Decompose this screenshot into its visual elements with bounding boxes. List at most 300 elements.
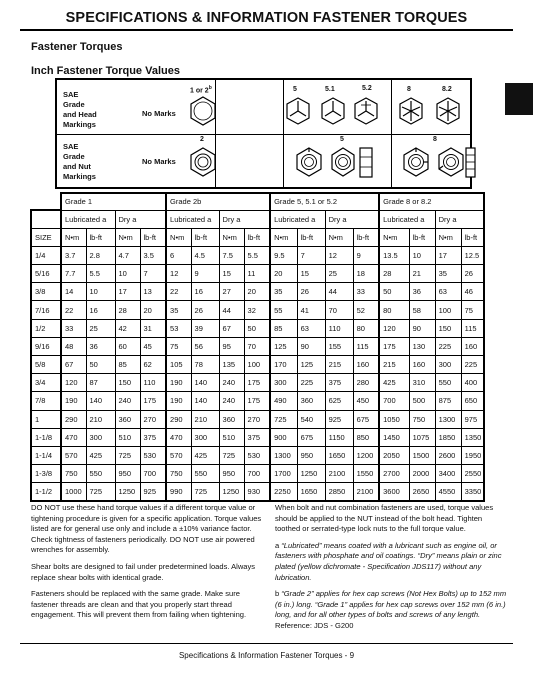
torque-value-cell: 175 xyxy=(140,392,166,410)
torque-value-cell: 470 xyxy=(166,428,191,446)
torque-value-cell: 16 xyxy=(86,301,115,319)
blank-cell xyxy=(31,210,61,228)
torque-value-cell: 50 xyxy=(244,319,270,337)
torque-table-body xyxy=(31,246,484,501)
note-paragraph: Fasteners should be replaced with the same grade. Make sure fastener threads are clean and that you properly start thread engagement. This will prevent them from failing when tightening. xyxy=(31,589,247,620)
torque-value-cell: 58 xyxy=(409,301,435,319)
torque-value-cell: 150 xyxy=(435,319,461,337)
torque-value-cell: 27 xyxy=(219,283,244,301)
label-line: SAE xyxy=(63,142,79,151)
torque-value-cell: 375 xyxy=(325,374,353,392)
torque-value-cell: 925 xyxy=(325,410,353,428)
torque-value-cell: 160 xyxy=(409,356,435,374)
torque-value-cell: 550 xyxy=(191,465,219,483)
torque-value-cell: 675 xyxy=(353,410,379,428)
size-cell: 1/2 xyxy=(31,319,61,337)
torque-value-cell: 360 xyxy=(297,392,325,410)
torque-value-cell: 530 xyxy=(140,446,166,464)
torque-value-cell: 3400 xyxy=(435,465,461,483)
torque-value-cell: 115 xyxy=(353,337,379,355)
torque-value-cell: 3.5 xyxy=(140,246,166,264)
torque-value-cell: 290 xyxy=(61,410,86,428)
torque-value-cell: 750 xyxy=(166,465,191,483)
torque-value-cell: 2850 xyxy=(325,483,353,501)
torque-value-cell: 110 xyxy=(140,374,166,392)
grade-header: Grade 2b xyxy=(166,193,270,210)
grade-header: Grade 1 xyxy=(61,193,166,210)
torque-value-cell: 725 xyxy=(191,483,219,501)
torque-value-cell: 225 xyxy=(435,337,461,355)
footer-rule xyxy=(20,643,513,644)
size-cell: 1/4 xyxy=(31,246,61,264)
note-paragraph: When bolt and nut combination fasteners are used, torque values should be applied to the NUT instead of the bolt head. Tighten toothed or serrated-type lock nuts to the full torque value. xyxy=(275,503,494,534)
table-row xyxy=(31,374,484,392)
table-row xyxy=(31,356,484,374)
torque-value-cell: 1650 xyxy=(325,446,353,464)
torque-value-cell: 70 xyxy=(244,337,270,355)
torque-value-cell: 36 xyxy=(86,337,115,355)
hex-nut-grade-8-icon xyxy=(402,147,430,177)
torque-value-cell: 725 xyxy=(219,446,244,464)
torque-value-cell: 1500 xyxy=(409,446,435,464)
torque-value-cell: 7.5 xyxy=(219,246,244,264)
nut-grade-8-label: 8 xyxy=(433,136,437,143)
torque-value-cell: 1250 xyxy=(219,483,244,501)
torque-value-cell: 110 xyxy=(325,319,353,337)
table-row xyxy=(31,483,484,501)
torque-value-cell: 20 xyxy=(244,283,270,301)
torque-value-cell: 35 xyxy=(435,265,461,283)
lubricated-header: Lubricated a xyxy=(379,210,435,228)
torque-value-cell: 11 xyxy=(244,265,270,283)
no-marks-text: No Marks xyxy=(142,157,176,166)
torque-value-cell: 2700 xyxy=(379,465,409,483)
torque-value-cell: 190 xyxy=(166,392,191,410)
note-paragraph: Shear bolts are designed to fail under predetermined loads. Always replace shear bolts with identical grade. xyxy=(31,561,256,582)
nut-grade-2-label: 2 xyxy=(200,136,204,143)
torque-value-cell: 31 xyxy=(140,319,166,337)
torque-value-cell: 12 xyxy=(325,246,353,264)
torque-value-cell: 2250 xyxy=(270,483,297,501)
hex-head-grade-8-icon xyxy=(398,97,424,125)
unit-nm: N•m xyxy=(219,228,244,246)
dry-header: Dry a xyxy=(115,210,166,228)
torque-value-cell: 290 xyxy=(166,410,191,428)
torque-value-cell: 150 xyxy=(115,374,140,392)
hex-nut-grade-5-icon xyxy=(295,147,323,177)
size-header: SIZE xyxy=(31,228,61,246)
hex-nut-grade-8-alt-icon xyxy=(437,147,465,177)
hex-head-grade-5-icon xyxy=(285,97,311,125)
nut-side-view-grade-8-icon xyxy=(465,147,477,179)
torque-value-cell: 675 xyxy=(297,428,325,446)
size-cell: 1-1/2 xyxy=(31,483,61,501)
nut-markings-label xyxy=(63,142,96,182)
torque-value-cell: 130 xyxy=(409,337,435,355)
torque-value-cell: 360 xyxy=(115,410,140,428)
torque-value-cell: 1250 xyxy=(115,483,140,501)
torque-value-cell: 4550 xyxy=(435,483,461,501)
torque-value-cell: 22 xyxy=(61,301,86,319)
torque-value-cell: 7 xyxy=(297,246,325,264)
unit-lbft: lb-ft xyxy=(244,228,270,246)
torque-value-cell: 925 xyxy=(140,483,166,501)
torque-value-cell: 67 xyxy=(219,319,244,337)
lubricated-header: Lubricated a xyxy=(166,210,219,228)
torque-value-cell: 425 xyxy=(191,446,219,464)
table-row xyxy=(31,265,484,283)
size-cell: 5/8 xyxy=(31,356,61,374)
torque-value-cell: 10 xyxy=(115,265,140,283)
section-title: Fastener Torques xyxy=(31,41,123,53)
table-row xyxy=(31,392,484,410)
torque-value-cell: 450 xyxy=(353,392,379,410)
torque-value-cell: 115 xyxy=(461,319,484,337)
torque-value-cell: 400 xyxy=(461,374,484,392)
torque-value-cell: 50 xyxy=(86,356,115,374)
torque-value-cell: 41 xyxy=(297,301,325,319)
hex-head-grade-8-2-icon xyxy=(435,97,461,125)
torque-value-cell: 500 xyxy=(409,392,435,410)
grade-5-1-label: 5.1 xyxy=(325,86,335,93)
torque-value-cell: 1150 xyxy=(325,428,353,446)
table-row xyxy=(31,465,484,483)
table-row xyxy=(31,283,484,301)
torque-value-cell: 1350 xyxy=(461,428,484,446)
torque-value-cell: 700 xyxy=(244,465,270,483)
torque-value-cell: 55 xyxy=(270,301,297,319)
size-cell: 9/16 xyxy=(31,337,61,355)
torque-value-cell: 750 xyxy=(409,410,435,428)
size-cell: 1-1/8 xyxy=(31,428,61,446)
lubricated-header: Lubricated a xyxy=(61,210,115,228)
torque-value-cell: 105 xyxy=(166,356,191,374)
torque-value-cell: 725 xyxy=(86,483,115,501)
torque-value-cell: 625 xyxy=(325,392,353,410)
grade-1-or-2-label xyxy=(190,85,212,94)
notes-left-column xyxy=(31,503,268,627)
torque-value-cell: 140 xyxy=(86,392,115,410)
torque-value-cell: 270 xyxy=(140,410,166,428)
grade-header: Grade 8 or 8.2 xyxy=(379,193,484,210)
note-paragraph: DO NOT use these hand torque values if a different torque value or tightening procedure is given for a specific application. Torque values listed are for general use only and include a ±10% variance factor. Check tightness of fasteners periodically. DO NOT use air powered wrenches for assembly. xyxy=(31,503,262,555)
units-header-row xyxy=(31,228,484,246)
torque-value-cell: 2000 xyxy=(409,465,435,483)
torque-value-cell: 3600 xyxy=(379,483,409,501)
torque-value-cell: 900 xyxy=(270,428,297,446)
table-row xyxy=(31,246,484,264)
torque-value-cell: 225 xyxy=(461,356,484,374)
head-markings-row xyxy=(57,80,470,135)
table-row xyxy=(31,319,484,337)
torque-value-cell: 20 xyxy=(270,265,297,283)
torque-value-cell: 20 xyxy=(140,301,166,319)
torque-value-cell: 215 xyxy=(325,356,353,374)
unit-lbft: lb-ft xyxy=(353,228,379,246)
table-row xyxy=(31,428,484,446)
grade-5-2-label: 5.2 xyxy=(362,85,372,92)
page-footer: Specifications & Information Fastener Torques - 9 xyxy=(178,651,355,660)
torque-value-cell: 1000 xyxy=(61,483,86,501)
torque-value-cell: 210 xyxy=(191,410,219,428)
torque-value-cell: 360 xyxy=(219,410,244,428)
label-line: SAE xyxy=(63,90,79,99)
torque-value-cell: 53 xyxy=(166,319,191,337)
torque-value-cell: 5.5 xyxy=(244,246,270,264)
torque-value-cell: 750 xyxy=(61,465,86,483)
table-row xyxy=(31,337,484,355)
torque-value-cell: 75 xyxy=(461,301,484,319)
unit-nm: N•m xyxy=(61,228,86,246)
lubricated-header: Lubricated a xyxy=(270,210,325,228)
torque-value-cell: 570 xyxy=(61,446,86,464)
unit-nm: N•m xyxy=(325,228,353,246)
torque-value-cell: 470 xyxy=(61,428,86,446)
torque-value-cell: 33 xyxy=(353,283,379,301)
side-thumb-tab xyxy=(505,83,533,115)
torque-value-cell: 300 xyxy=(435,356,461,374)
torque-value-cell: 14 xyxy=(61,283,86,301)
unit-lbft: lb-ft xyxy=(409,228,435,246)
label-line: Markings xyxy=(63,120,96,129)
dry-header: Dry a xyxy=(219,210,270,228)
torque-value-cell: 70 xyxy=(325,301,353,319)
torque-value-cell: 52 xyxy=(353,301,379,319)
torque-value-cell: 28 xyxy=(115,301,140,319)
torque-value-cell: 62 xyxy=(140,356,166,374)
torque-value-cell: 190 xyxy=(166,374,191,392)
header-rule xyxy=(20,29,513,31)
torque-value-cell: 3350 xyxy=(461,483,484,501)
unit-nm: N•m xyxy=(166,228,191,246)
torque-value-cell: 35 xyxy=(270,283,297,301)
torque-value-cell: 120 xyxy=(61,374,86,392)
lubrication-header-row xyxy=(31,210,484,228)
torque-value-cell: 17 xyxy=(115,283,140,301)
torque-value-cell: 300 xyxy=(191,428,219,446)
torque-value-cell: 12 xyxy=(166,265,191,283)
torque-value-cell: 2050 xyxy=(379,446,409,464)
torque-value-cell: 25 xyxy=(86,319,115,337)
torque-value-cell: 2550 xyxy=(461,465,484,483)
torque-value-cell: 87 xyxy=(86,374,115,392)
torque-value-cell: 1075 xyxy=(409,428,435,446)
torque-value-cell: 975 xyxy=(461,410,484,428)
torque-value-cell: 10 xyxy=(86,283,115,301)
torque-value-cell: 4.5 xyxy=(191,246,219,264)
dry-header: Dry a xyxy=(435,210,484,228)
torque-value-cell: 85 xyxy=(115,356,140,374)
torque-value-cell: 26 xyxy=(461,265,484,283)
torque-value-cell: 875 xyxy=(435,392,461,410)
torque-value-cell: 63 xyxy=(297,319,325,337)
torque-value-cell: 950 xyxy=(115,465,140,483)
torque-value-cell: 9.5 xyxy=(270,246,297,264)
torque-value-cell: 7 xyxy=(140,265,166,283)
torque-value-cell: 175 xyxy=(379,337,409,355)
torque-value-cell: 33 xyxy=(61,319,86,337)
no-marks-text: No Marks xyxy=(142,109,176,118)
torque-value-cell: 135 xyxy=(219,356,244,374)
torque-value-cell: 300 xyxy=(86,428,115,446)
torque-value-cell: 4.7 xyxy=(115,246,140,264)
torque-value-cell: 1650 xyxy=(297,483,325,501)
torque-value-cell: 1850 xyxy=(435,428,461,446)
label-line: Grade xyxy=(63,100,85,109)
torque-values-table xyxy=(30,192,485,502)
footnote-b xyxy=(275,589,508,631)
torque-value-cell: 95 xyxy=(219,337,244,355)
unit-nm: N•m xyxy=(115,228,140,246)
torque-value-cell: 48 xyxy=(61,337,86,355)
torque-value-cell: 22 xyxy=(166,283,191,301)
dry-header: Dry a xyxy=(325,210,379,228)
label-line: and Head xyxy=(63,110,97,119)
table-row xyxy=(31,301,484,319)
torque-value-cell: 850 xyxy=(353,428,379,446)
torque-value-cell: 32 xyxy=(244,301,270,319)
torque-value-cell: 240 xyxy=(115,392,140,410)
torque-value-cell: 13 xyxy=(140,283,166,301)
torque-value-cell: 50 xyxy=(379,283,409,301)
torque-value-cell: 28 xyxy=(379,265,409,283)
footnote-marker: b xyxy=(275,589,282,599)
torque-value-cell: 1550 xyxy=(353,465,379,483)
torque-value-cell: 1950 xyxy=(461,446,484,464)
torque-value-cell: 21 xyxy=(409,265,435,283)
label-line: and Nut xyxy=(63,162,91,171)
reference-text: Reference: JDS - G200 xyxy=(275,620,354,630)
torque-value-cell: 75 xyxy=(166,337,191,355)
nut-markings-row xyxy=(57,134,470,187)
label-line: Grade xyxy=(63,152,85,161)
torque-value-cell: 280 xyxy=(353,374,379,392)
footnote-text: “Grade 2” applies for hex cap screws (Not Hex Bolts) up to 152 mm (6 in.) long. “Grade 1” applies for hex cap screws over 152 mm (6 in.) long, and for all other types of bolts and screws of any length. xyxy=(275,589,507,620)
torque-value-cell: 15 xyxy=(219,265,244,283)
unit-nm: N•m xyxy=(435,228,461,246)
torque-value-cell: 16 xyxy=(191,283,219,301)
torque-value-cell: 78 xyxy=(191,356,219,374)
torque-value-cell: 425 xyxy=(86,446,115,464)
page-header: SPECIFICATIONS & INFORMATION FASTENER TORQUES xyxy=(65,10,468,26)
torque-value-cell: 725 xyxy=(115,446,140,464)
size-cell: 7/8 xyxy=(31,392,61,410)
torque-value-cell: 990 xyxy=(166,483,191,501)
torque-value-cell: 700 xyxy=(379,392,409,410)
torque-value-cell: 570 xyxy=(166,446,191,464)
torque-value-cell: 13.5 xyxy=(379,246,409,264)
torque-value-cell: 63 xyxy=(435,283,461,301)
torque-value-cell: 26 xyxy=(191,301,219,319)
torque-value-cell: 80 xyxy=(379,301,409,319)
torque-value-cell: 9 xyxy=(191,265,219,283)
size-cell: 7/16 xyxy=(31,301,61,319)
torque-value-cell: 85 xyxy=(270,319,297,337)
torque-value-cell: 155 xyxy=(325,337,353,355)
footnote-text: “Lubricated” means coated with a lubricant such as engine oil, or fasteners with phosphate and oil coatings. “Dry” means plain or zinc plated (yellow dichromate - Specification JDS117) without any lubrication. xyxy=(275,540,502,582)
torque-value-cell: 510 xyxy=(219,428,244,446)
torque-value-cell: 530 xyxy=(244,446,270,464)
torque-value-cell: 140 xyxy=(191,392,219,410)
torque-value-cell: 550 xyxy=(86,465,115,483)
torque-value-cell: 700 xyxy=(140,465,166,483)
grade-markings-table xyxy=(55,78,472,189)
size-cell: 1 xyxy=(31,410,61,428)
hex-nut-grade-5-side-icon xyxy=(330,147,356,177)
blank-cell xyxy=(31,193,61,210)
torque-value-cell: 160 xyxy=(353,356,379,374)
notes-right-column xyxy=(275,503,508,638)
torque-value-cell: 100 xyxy=(244,356,270,374)
size-cell: 5/16 xyxy=(31,265,61,283)
unit-lbft: lb-ft xyxy=(461,228,484,246)
nut-side-view-grade-5-icon xyxy=(359,147,373,179)
torque-value-cell: 125 xyxy=(270,337,297,355)
unit-lbft: lb-ft xyxy=(86,228,115,246)
torque-value-cell: 215 xyxy=(379,356,409,374)
hex-nut-grade-2-icon xyxy=(188,147,218,177)
torque-value-cell: 160 xyxy=(461,337,484,355)
torque-value-cell: 270 xyxy=(244,410,270,428)
torque-value-cell: 7.7 xyxy=(61,265,86,283)
torque-value-cell: 930 xyxy=(244,483,270,501)
torque-value-cell: 46 xyxy=(461,283,484,301)
torque-value-cell: 225 xyxy=(297,374,325,392)
torque-value-cell: 39 xyxy=(191,319,219,337)
torque-value-cell: 310 xyxy=(409,374,435,392)
torque-value-cell: 210 xyxy=(86,410,115,428)
torque-value-cell: 100 xyxy=(435,301,461,319)
sub-title: Inch Fastener Torque Values xyxy=(31,65,180,77)
torque-value-cell: 1300 xyxy=(435,410,461,428)
torque-value-cell: 3.7 xyxy=(61,246,86,264)
torque-value-cell: 18 xyxy=(353,265,379,283)
torque-value-cell: 175 xyxy=(244,374,270,392)
table-row xyxy=(31,446,484,464)
torque-value-cell: 25 xyxy=(325,265,353,283)
torque-value-cell: 2650 xyxy=(409,483,435,501)
torque-value-cell: 60 xyxy=(115,337,140,355)
torque-value-cell: 6 xyxy=(166,246,191,264)
torque-value-cell: 36 xyxy=(409,283,435,301)
footnote-marker: a xyxy=(275,540,282,550)
torque-value-cell: 175 xyxy=(244,392,270,410)
grade-5-label: 5 xyxy=(293,86,297,93)
torque-value-cell: 1200 xyxy=(353,446,379,464)
torque-value-cell: 375 xyxy=(140,428,166,446)
torque-value-cell: 2.8 xyxy=(86,246,115,264)
torque-value-cell: 240 xyxy=(219,392,244,410)
torque-value-cell: 725 xyxy=(270,410,297,428)
torque-value-cell: 2100 xyxy=(353,483,379,501)
torque-value-cell: 170 xyxy=(270,356,297,374)
torque-value-cell: 1050 xyxy=(379,410,409,428)
torque-value-cell: 12.5 xyxy=(461,246,484,264)
torque-value-cell: 510 xyxy=(115,428,140,446)
nut-grade-5-label: 5 xyxy=(340,136,344,143)
torque-value-cell: 1250 xyxy=(297,465,325,483)
torque-value-cell: 17 xyxy=(435,246,461,264)
torque-value-cell: 550 xyxy=(435,374,461,392)
grade-8-2-label: 8.2 xyxy=(442,86,452,93)
torque-value-cell: 2600 xyxy=(435,446,461,464)
hex-head-plain-icon xyxy=(188,96,218,126)
torque-value-cell: 10 xyxy=(409,246,435,264)
size-cell: 1-3/8 xyxy=(31,465,61,483)
torque-value-cell: 490 xyxy=(270,392,297,410)
unit-lbft: lb-ft xyxy=(140,228,166,246)
torque-value-cell: 240 xyxy=(219,374,244,392)
